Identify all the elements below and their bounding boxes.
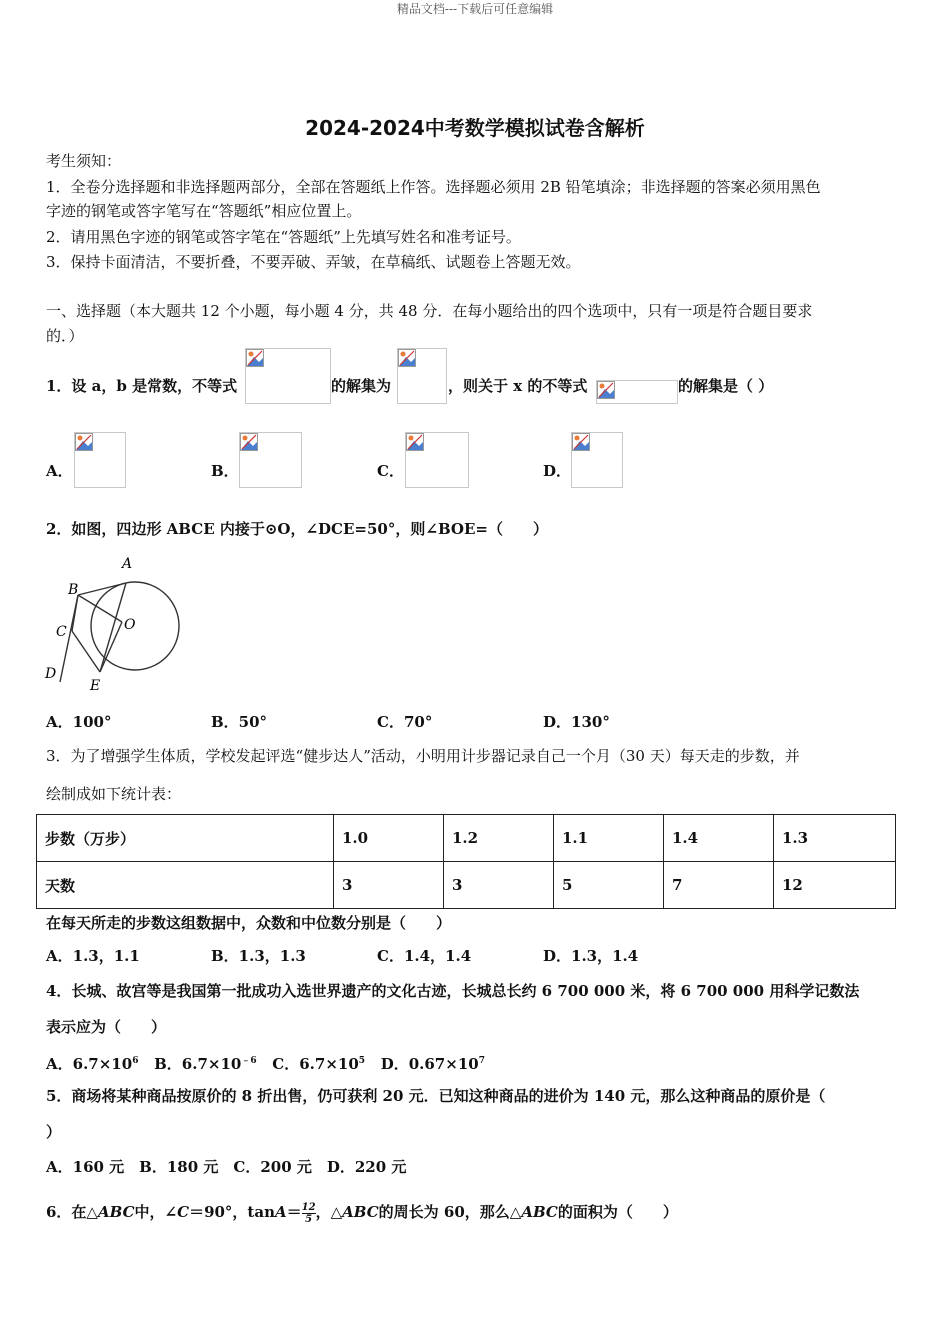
label-c: C xyxy=(56,624,67,640)
q6-text-7: 的面积为（ ） xyxy=(557,1203,678,1221)
q4-option-b: B．6.7×10 xyxy=(154,1055,242,1073)
table-cell: 3 xyxy=(334,862,444,909)
notice-heading: 考生须知： xyxy=(46,152,122,170)
broken-image-icon xyxy=(597,381,615,399)
q4-option-a-exp: 6 xyxy=(132,1056,139,1066)
q4-options xyxy=(46,1051,485,1074)
notice-item-1: 1．全卷分选择题和非选择题两部分，全部在答题纸上作答。选择题必须用 2B 铅笔填涂；非选择题的答案必须用黑色 xyxy=(46,178,821,196)
q3-option-b: B．1.3，1.3 xyxy=(211,947,306,965)
fraction-numerator: 12 xyxy=(301,1201,316,1213)
table-cell: 12 xyxy=(774,862,896,909)
broken-image-icon xyxy=(240,433,258,451)
table-row xyxy=(37,815,896,862)
q1-option-b-image xyxy=(239,432,302,488)
label-o: O xyxy=(124,617,136,633)
q6-fraction xyxy=(302,1202,316,1225)
chord-ce xyxy=(72,631,100,672)
q1-option-b-label: B． xyxy=(211,462,239,480)
q1-option-c-image xyxy=(405,432,469,488)
q5-stem-2: ） xyxy=(46,1123,62,1141)
q4-stem-1: 4．长城、故宫等是我国第一批成功入选世界遗产的文化古迹，长城总长约 6 700 000 米，将 6 700 000 用科学记数法 xyxy=(46,982,860,1000)
page-header: 精品文档---下载后可任意编辑 xyxy=(396,2,554,16)
q5-stem-1: 5．商场将某种商品按原价的 8 折出售，仍可获利 20 元．已知这种商品的进价为 140 元，那么这种商品的原价是（ xyxy=(46,1087,826,1105)
broken-image-icon xyxy=(75,433,93,451)
q1-option-a-image xyxy=(74,432,126,488)
q6-triangle-name-3: ABC xyxy=(521,1203,558,1221)
q4-option-d-exp: 7 xyxy=(478,1056,485,1066)
notice-item-2: 2．请用黑色字迹的钢笔或答字笔在“答题纸”上先填写姓名和准考证号。 xyxy=(46,228,521,246)
q2-stem: 2．如图，四边形 ABCE 内接于⊙O，∠DCE=50°，则∠BOE=（ ） xyxy=(46,520,548,538)
q1-option-c-label: C． xyxy=(377,462,404,480)
q4-option-a: A．6.7×10 xyxy=(46,1055,133,1073)
q1-text-4: 的解集是（ ） xyxy=(678,377,774,395)
q6-triangle-name: ABC xyxy=(97,1203,135,1221)
q6-text-1: 6．在△ xyxy=(46,1203,98,1221)
q4-stem-2: 表示应为（ ） xyxy=(46,1018,167,1036)
q6-text-6: 的周长为 60，那么△ xyxy=(378,1203,522,1221)
table-cell: 1.2 xyxy=(444,815,554,862)
fraction-denominator: 5 xyxy=(305,1213,313,1225)
label-d: D xyxy=(45,666,57,682)
label-e: E xyxy=(90,678,101,694)
chord-ab xyxy=(78,583,126,595)
page-title: 2024-2024中考数学模拟试卷含解析 xyxy=(305,116,645,140)
q2-option-c: C．70° xyxy=(377,713,433,731)
q4-option-d: D．0.67×10 xyxy=(380,1055,479,1073)
notice-item-3: 3．保持卡面清洁，不要折叠，不要弄破、弄皱，在草稿纸、试题卷上答题无效。 xyxy=(46,253,581,271)
q6-angle-c: C xyxy=(177,1203,190,1221)
table-row xyxy=(37,862,896,909)
table-cell: 1.3 xyxy=(774,815,896,862)
broken-image-icon xyxy=(406,433,424,451)
q6-stem xyxy=(46,1201,678,1225)
q4-option-c: C．6.7×10 xyxy=(272,1055,359,1073)
q6-text-3: ＝90°，tan xyxy=(189,1203,275,1221)
table-cell: 天数 xyxy=(37,862,334,909)
q3-stem-1: 3．为了增强学生体质，学校发起评选“健步达人”活动，小明用计步器记录自己一个月（30 天）每天走的步数，并 xyxy=(46,747,800,765)
q1-inequality-2-image xyxy=(596,380,678,404)
table-cell: 1.4 xyxy=(664,815,774,862)
q2-circle-figure xyxy=(40,552,190,698)
q2-option-d: D．130° xyxy=(543,713,610,731)
q3-question: 在每天所走的步数这组数据中，众数和中位数分别是（ ） xyxy=(46,914,452,932)
section-heading-cont: 的．） xyxy=(46,327,84,345)
q5-options: A．160 元 B．180 元 C．200 元 D．220 元 xyxy=(46,1158,407,1176)
q6-triangle-name-2: ABC xyxy=(342,1203,379,1221)
q6-text-2: 中，∠ xyxy=(134,1203,178,1221)
q6-text-5: ，△ xyxy=(315,1203,343,1221)
table-cell: 1.0 xyxy=(334,815,444,862)
broken-image-icon xyxy=(246,349,264,367)
broken-image-icon xyxy=(572,433,590,451)
segment-oe xyxy=(100,622,122,672)
label-b: B xyxy=(68,582,79,598)
q3-option-c: C．1.4，1.4 xyxy=(377,947,472,965)
table-cell: 3 xyxy=(444,862,554,909)
notice-item-1-cont: 字迹的钢笔或答字笔写在“答题纸”相应位置上。 xyxy=(46,202,362,220)
table-cell: 5 xyxy=(554,862,664,909)
q1-text-2: 的解集为 xyxy=(331,377,392,395)
section-heading: 一、选择题（本大题共 12 个小题，每小题 4 分，共 48 分．在每小题给出的四个选项中，只有一项是符合题目要求 xyxy=(46,302,813,320)
q6-text-4: ＝ xyxy=(286,1203,302,1221)
q1-solution-image xyxy=(397,348,447,404)
broken-image-icon xyxy=(398,349,416,367)
table-cell: 1.1 xyxy=(554,815,664,862)
q1-inequality-image xyxy=(245,348,331,404)
q2-option-b: B．50° xyxy=(211,713,268,731)
q1-option-d-label: D． xyxy=(543,462,572,480)
steps-table xyxy=(36,814,896,909)
q1-text-3: ，则关于 x 的不等式 xyxy=(448,377,588,395)
q4-option-c-exp: 5 xyxy=(358,1056,366,1066)
q3-option-a: A．1.3，1.1 xyxy=(46,947,140,965)
q3-option-d: D．1.3，1.4 xyxy=(543,947,639,965)
chord-ae xyxy=(100,583,126,672)
q1-option-d-image xyxy=(571,432,623,488)
q6-angle-a: A xyxy=(275,1203,287,1221)
q3-stem-2: 绘制成如下统计表： xyxy=(46,785,182,803)
q4-option-b-exp: ﹣6 xyxy=(241,1056,257,1066)
label-a: A xyxy=(122,556,133,572)
q2-option-a: A．100° xyxy=(46,713,112,731)
table-cell: 7 xyxy=(664,862,774,909)
q1-text-1: 1．设 a，b 是常数，不等式 xyxy=(46,377,238,395)
q1-option-a-label: A． xyxy=(46,462,73,480)
table-cell: 步数（万步） xyxy=(37,815,334,862)
